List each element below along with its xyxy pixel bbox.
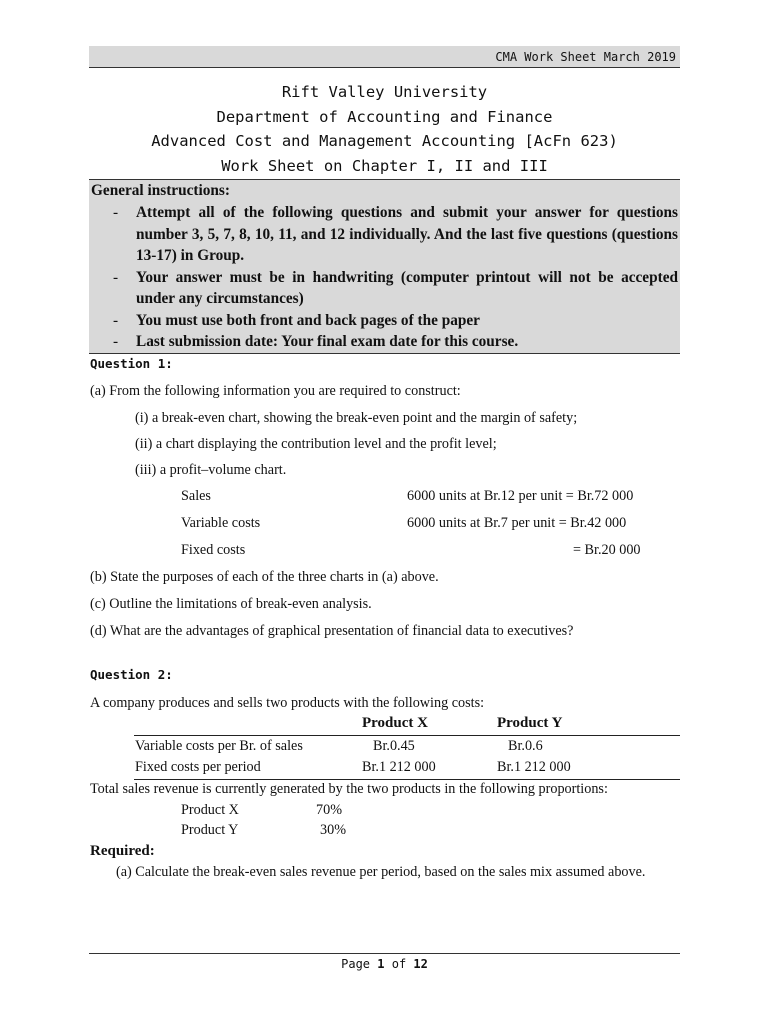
required-a: (a) Calculate the break-even sales revenue per period, based on the sales mix assumed above. bbox=[116, 864, 646, 880]
question-2-intro: A company produces and sells two products with the following costs: bbox=[90, 695, 485, 711]
data-value-sales: 6000 units at Br.12 per unit = Br.72 000 bbox=[407, 488, 634, 504]
running-title: CMA Work Sheet March 2019 bbox=[495, 50, 676, 64]
question-1-d: (d) What are the advantages of graphical presentation of financial data to executives? bbox=[90, 623, 574, 639]
university-name: Rift Valley University bbox=[281, 83, 488, 101]
question-1-sub-iii: (iii) a profit–volume chart. bbox=[135, 462, 287, 478]
table-cell-y: Br.1 212 000 bbox=[497, 759, 571, 775]
instruction-item: - You must use both front and back pages of the paper bbox=[113, 311, 480, 329]
table-header-product-x: Product X bbox=[362, 715, 428, 731]
department-name: Department of Accounting and Finance bbox=[216, 107, 553, 126]
instruction-item: - Attempt all of the following questions and submit your answer for questions number 3, 5, 7, 8, 10, 11, and 12 individually. And the last five questions (questions 13-17) in Group. bbox=[113, 204, 678, 264]
question-1-a: (a) From the following information you are required to construct: bbox=[90, 383, 461, 399]
data-label-variable-costs: Variable costs bbox=[181, 515, 261, 531]
table-cell-y: Br.0.6 bbox=[508, 738, 543, 754]
table-cell-x: Br.0.45 bbox=[373, 738, 415, 754]
sales-mix-intro: Total sales revenue is currently generated by the two products in the following proportions: bbox=[90, 781, 608, 797]
question-1-b: (b) State the purposes of each of the three charts in (a) above. bbox=[90, 569, 439, 585]
course-title: Advanced Cost and Management Accounting [AcFn 623) bbox=[151, 132, 618, 150]
mix-share-y: 30% bbox=[320, 822, 347, 838]
question-1-c: (c) Outline the limitations of break-even analysis. bbox=[90, 596, 372, 612]
instruction-item: - Your answer must be in handwriting (computer printout will not be accepted under any circumstances) bbox=[113, 268, 678, 307]
mix-share-x: 70% bbox=[316, 802, 343, 818]
instructions-list bbox=[89, 202, 680, 353]
required-label: Required: bbox=[90, 843, 155, 859]
data-value-variable-costs: 6000 units at Br.7 per unit = Br.42 000 bbox=[407, 515, 627, 531]
table-header-product-y: Product Y bbox=[497, 715, 563, 731]
data-value-fixed-costs: = Br.20 000 bbox=[573, 542, 641, 558]
footer-page-number: 1 bbox=[377, 957, 385, 971]
data-label-sales: Sales bbox=[181, 488, 211, 504]
mix-product-x: Product X bbox=[181, 802, 239, 818]
title-block bbox=[89, 80, 680, 178]
footer-page-total: 12 bbox=[413, 957, 428, 971]
table-row-label: Variable costs per Br. of sales bbox=[135, 738, 303, 754]
question-1-sub-ii: (ii) a chart displaying the contribution level and the profit level; bbox=[135, 436, 497, 452]
footer-of-word: of bbox=[391, 957, 407, 971]
page-footer bbox=[89, 955, 680, 973]
general-instructions bbox=[89, 179, 680, 354]
instructions-heading: General instructions: bbox=[91, 182, 230, 199]
instruction-item: - Last submission date: Your final exam date for this course. bbox=[113, 333, 519, 350]
footer-page-word: Page bbox=[341, 957, 371, 971]
table-cell-x: Br.1 212 000 bbox=[362, 759, 436, 775]
running-header bbox=[89, 46, 680, 68]
data-label-fixed-costs: Fixed costs bbox=[181, 542, 246, 558]
mix-product-y: Product Y bbox=[181, 822, 239, 838]
worksheet-title: Work Sheet on Chapter I, II and III bbox=[221, 156, 548, 175]
question-1-sub-i: (i) a break-even chart, showing the break-even point and the margin of safety; bbox=[135, 410, 578, 426]
table-row-label: Fixed costs per period bbox=[135, 759, 261, 775]
question-2-heading: Question 2: bbox=[90, 667, 173, 682]
table-top-rule bbox=[134, 735, 680, 736]
question-1-heading: Question 1: bbox=[90, 356, 173, 371]
footer-rule bbox=[89, 953, 680, 954]
